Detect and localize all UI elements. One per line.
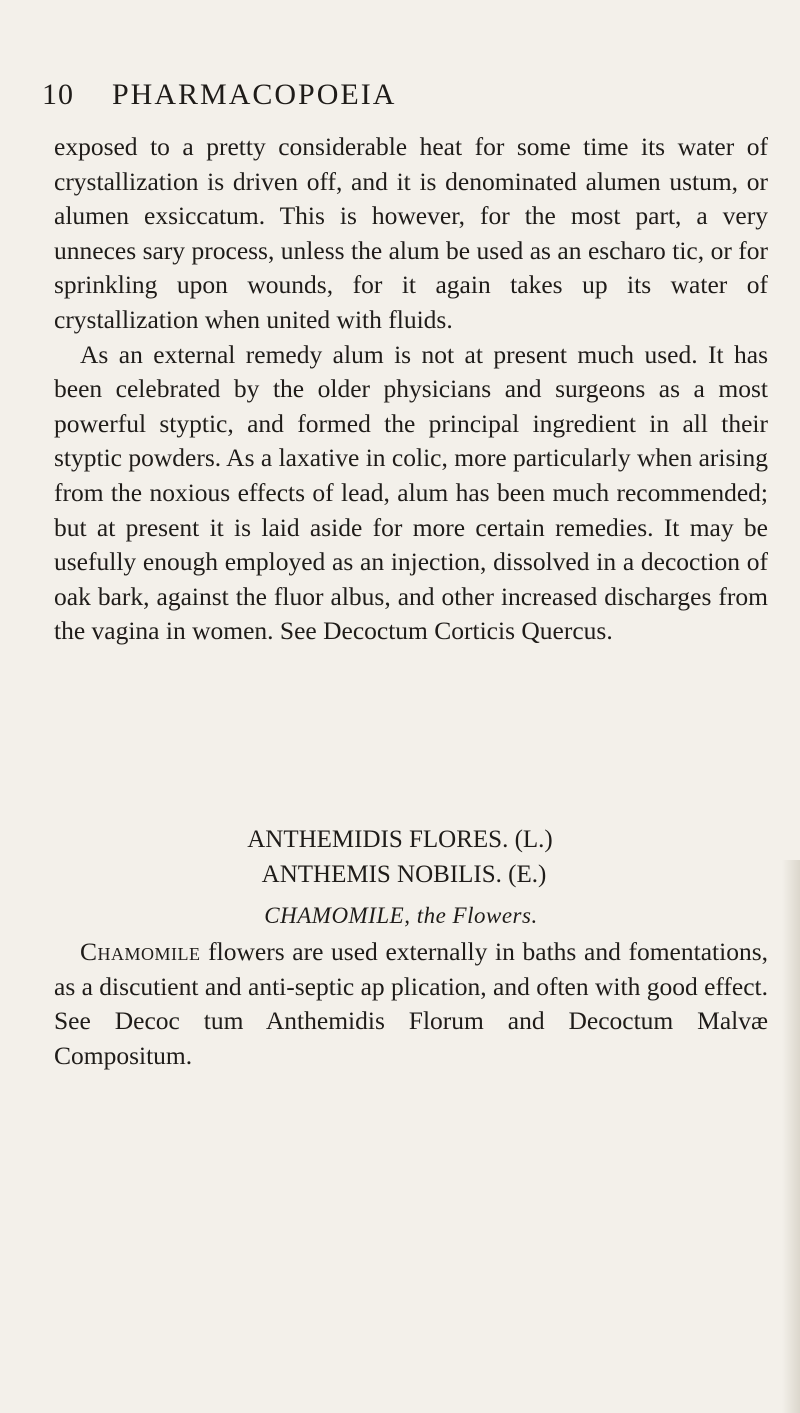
paragraph-alumen-ustum: exposed to a pretty considerable heat for some time its water of crystallization is driven off, and it is denominated alumen ustum, or alumen exsiccatum. This is however, for the most part, a very unneces sary process, unless the alum be used as an escharo tic, or for sprinkling upon wounds, for it again takes up its water of crystallization when united with fluids.	[54, 132, 768, 334]
running-title: PHARMACOPOEIA	[112, 78, 397, 111]
entry-lead-word: Chamomile	[80, 937, 201, 966]
entry-body-text: flowers are used externally in baths and fomentations, as a discutient and anti-septic ap plication, and often with good effect. See Decoc tum Anthemidis Florum and Decoctum Malvæ Compositum.	[54, 937, 769, 1070]
entry-subheading: CHAMOMILE, the Flowers.	[264, 903, 538, 928]
entry-heading-line-2: ANTHEMIS NOBILIS. (E.)	[261, 861, 547, 888]
entry-heading-line-1: ANTHEMIDIS FLORES. (L.)	[247, 826, 553, 853]
entry-body-paragraph	[54, 935, 768, 1073]
page-edge-shadow	[782, 860, 800, 1413]
page-number: 10	[42, 78, 74, 111]
paragraph-external-remedy: As an external remedy alum is not at present much used. It has been celebrated by the older physicians and surgeons as a most powerful styptic, and formed the principal ingredient in all their styptic powders. As a laxative in colic, more particularly when arising from the noxious effects of lead, alum has been much recommended; but at present it is laid aside for more certain remedies. It may be usefully enough employed as an injection, dissolved in a decoction of oak bark, against the fluor albus, and other increased discharges from the vagina in women. See Decoctum Corticis Quercus.	[54, 339, 768, 646]
main-text	[54, 130, 768, 649]
entry-body	[54, 935, 768, 1073]
entry-heading	[54, 822, 768, 933]
running-head	[42, 78, 768, 118]
